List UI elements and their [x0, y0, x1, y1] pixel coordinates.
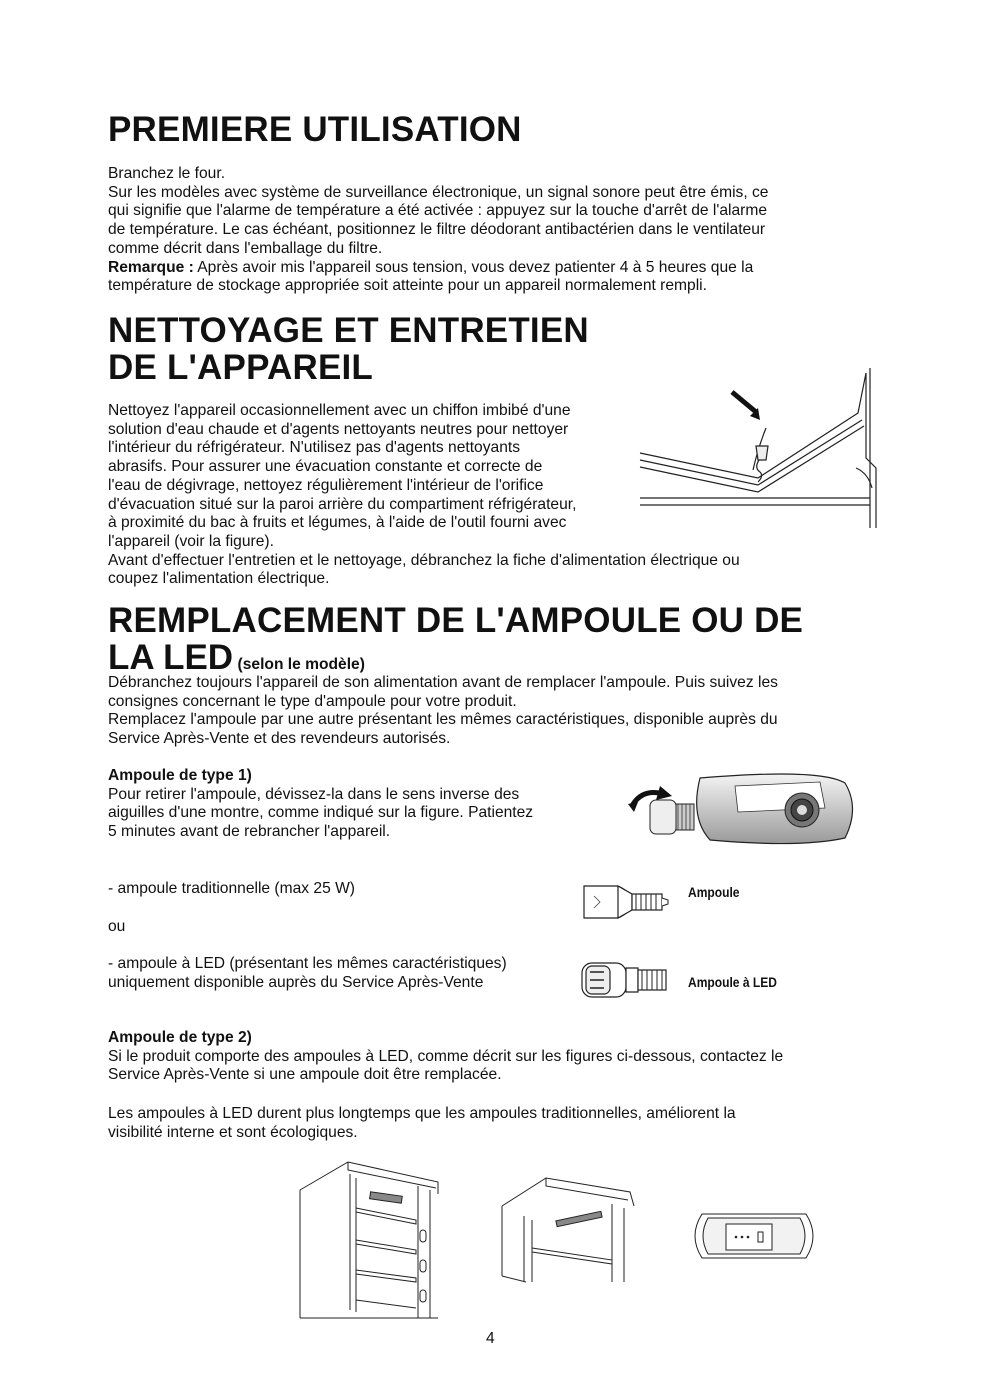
- option-led: [108, 955, 507, 992]
- option-or: [108, 918, 125, 937]
- first-use-line: de température. Le cas échéant, positionnez le filtre déodorant antibactérien dans le ventilateur: [108, 221, 766, 239]
- type1-line: aiguilles d'une montre, comme indiqué sur la figure. Patientez: [108, 804, 534, 822]
- first-use-line: Sur les modèles avec système de surveillance électronique, un signal sonore peut être émis, ce: [108, 183, 769, 201]
- drain-cleaning-illustration: [638, 368, 878, 533]
- cleaning-line: l'intérieur du réfrigérateur. N'utilisez pas d'agents nettoyants: [108, 439, 520, 457]
- bulb-title-line-1: REMPLACEMENT DE L'AMPOULE OU DE: [108, 601, 804, 640]
- bulb-title-note: (selon le modèle): [237, 656, 365, 673]
- option-led-line-1: - ampoule à LED (présentant les mêmes caractéristiques): [108, 955, 507, 972]
- cleaning-line: solution d'eau chaude et d'agents nettoyants neutres pour nettoyer: [108, 420, 569, 438]
- bulb-line: consignes concernant le type d'ampoule pour votre produit.: [108, 692, 517, 710]
- type2-line: Service Après-Vente si une ampoule doit être remplacée.: [108, 1066, 502, 1084]
- fridge-led-illustration-2: [500, 1176, 636, 1286]
- cleaning-line: d'évacuation situé sur la paroi arrière du compartiment réfrigérateur,: [108, 495, 577, 513]
- page-number: 4: [486, 1330, 495, 1347]
- bulb-title-line-2: LA LED: [108, 638, 234, 677]
- option-bulb: [108, 880, 355, 899]
- type2-block-2: [108, 1105, 736, 1142]
- bulb-line: Service Après-Vente et des revendeurs autorisés.: [108, 730, 451, 748]
- bulb-line: Débranchez toujours l'appareil de son alimentation avant de remplacer l'ampoule. Puis suivez les: [108, 674, 778, 691]
- cleaning-title-line-1: NETTOYAGE ET ENTRETIEN: [108, 311, 589, 350]
- type2-line: Si le produit comporte des ampoules à LED, comme décrit sur les figures ci-dessous, contactez le: [108, 1047, 784, 1065]
- cleaning-title-line-2: DE L'APPAREIL: [108, 348, 374, 387]
- type2-block: [108, 1029, 783, 1085]
- lamp-housing-illustration: [620, 768, 860, 850]
- bulb-line: Remplacez l'ampoule par une autre présentant les mêmes caractéristiques, disponible auprès du: [108, 711, 778, 729]
- type2-heading: Ampoule de type 2): [108, 1029, 252, 1046]
- bulb-body: [108, 674, 778, 749]
- option-or-text: ou: [108, 918, 126, 935]
- cleaning-line: l'eau de dégivrage, nettoyez régulièrement l'intérieur de l'orifice: [108, 476, 544, 494]
- cleaning-line: Avant d'effectuer l'entretien et le nettoyage, débranchez la fiche d'alimentation électrique ou: [108, 551, 740, 569]
- traditional-bulb-icon: [580, 882, 672, 922]
- bulb-title-line-2-row: [108, 640, 365, 675]
- first-use-body: [108, 165, 768, 296]
- option-bulb-text: - ampoule traditionnelle (max 25 W): [108, 880, 356, 897]
- type1-block: [108, 767, 533, 842]
- type2-line: Les ampoules à LED durent plus longtemps que les ampoules traditionnelles, améliorent la: [108, 1105, 736, 1122]
- type1-heading: Ampoule de type 1): [108, 767, 252, 784]
- led-module-illustration: [688, 1210, 820, 1262]
- bulb-label: Ampoule: [688, 884, 740, 900]
- type2-line: visibilité interne et sont écologiques.: [108, 1123, 358, 1141]
- led-bulb-label: Ampoule à LED: [688, 974, 777, 990]
- cleaning-line: abrasifs. Pour assurer une évacuation constante et correcte de: [108, 458, 543, 476]
- type1-line: 5 minutes avant de rebrancher l'appareil.: [108, 823, 391, 841]
- first-use-line: comme décrit dans l'emballage du filtre.: [108, 239, 383, 257]
- first-use-line: Branchez le four.: [108, 165, 226, 182]
- remark-text: Après avoir mis l'appareil sous tension, vous devez patienter 4 à 5 heures que la: [193, 258, 754, 276]
- cleaning-line: coupez l'alimentation électrique.: [108, 570, 330, 588]
- option-led-line-2: uniquement disponible auprès du Service Après-Vente: [108, 973, 484, 991]
- remark-line-2: température de stockage appropriée soit atteinte pour un appareil normalement rempli.: [108, 277, 707, 295]
- cleaning-line: l'appareil (voir la figure).: [108, 532, 274, 550]
- cleaning-line: à proximité du bac à fruits et légumes, à l'aide de l'outil fourni avec: [108, 514, 567, 532]
- type1-line: Pour retirer l'ampoule, dévissez-la dans le sens inverse des: [108, 785, 520, 803]
- fridge-led-illustration-1: [298, 1160, 440, 1320]
- remark-line: [108, 259, 768, 278]
- remark-label: Remarque :: [108, 258, 194, 276]
- first-use-line: qui signifie que l'alarme de température a été activée : appuyez sur la touche d'arrêt de l'alarme: [108, 202, 768, 220]
- first-use-title: PREMIERE UTILISATION: [108, 110, 522, 149]
- cleaning-line: Nettoyez l'appareil occasionnellement avec un chiffon imbibé d'une: [108, 402, 571, 419]
- led-bulb-icon: [580, 960, 672, 1000]
